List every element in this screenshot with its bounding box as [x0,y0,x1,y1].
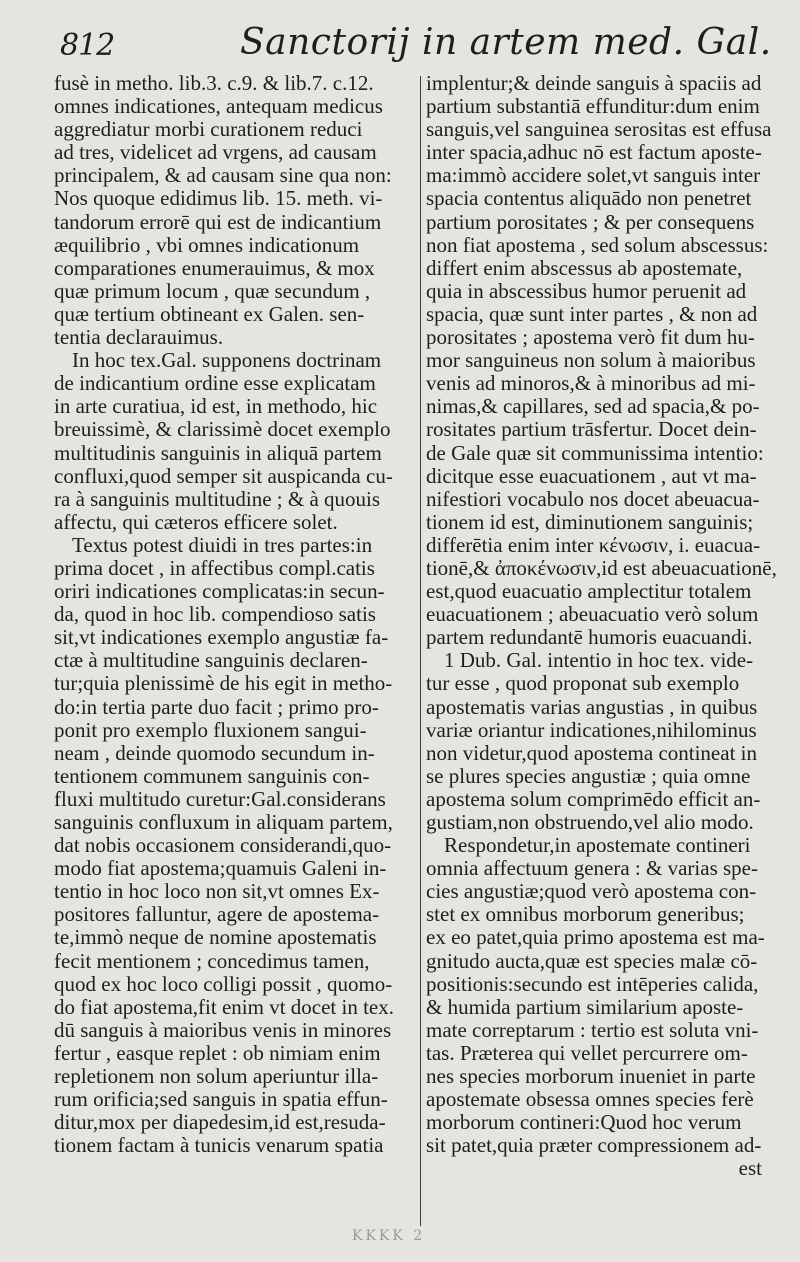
text-line: oriri indicationes complicatas:in secun- [54,579,385,604]
text-line: cies angustiæ;quod verò apostema con- [426,879,757,904]
text-line: morborum contineri:Quod hoc verum [426,1110,742,1135]
text-line: ditur,mox per diapedesim,id est,resuda- [54,1110,386,1135]
text-line: & humida partium similarium aposte- [426,994,744,1019]
text-line: te,immò neque de nomine apostematis [54,925,377,950]
text-line: non fiat apostema , sed solum abscessus: [426,232,769,257]
text-line: Nos quoque edidimus lib. 15. meth. vi- [54,186,383,211]
text-line: nimas,& capillares, sed ad spacia,& po- [426,394,760,419]
text-line: euacuationem ; abeuacuatio verò solum [426,602,759,627]
text-line: stet ex omnibus morborum generibus; [426,902,745,927]
text-line: variæ oriantur indicationes,nihilominus [426,717,757,742]
text-line: est,quod euacuatio amplectitur totalem [426,579,752,604]
text-line: breuissimè, & clarissimè docet exemplo [54,417,391,442]
text-line: est [738,1156,762,1181]
text-line: apostemate obsessa omnes species ferè [426,1087,754,1112]
text-line: in arte curatiua, id est, in methodo, hic [54,394,378,419]
text-line: tentionem communem sanguinis con- [54,763,370,788]
text-line: apostema solum comprimēdo efficit an- [426,786,761,811]
text-line: do fiat apostema,fit enim vt docet in tex. [54,994,394,1019]
text-line: tentia declarauimus. [54,325,224,350]
column-divider [420,76,421,1226]
text-line: do:in tertia parte duo facit ; primo pro- [54,694,379,719]
text-line: neam , deinde quomodo secundum in- [54,740,375,765]
text-line: apostematis varias angustias , in quibus [426,694,758,719]
text-line: tionem id est, diminutionem sanguinis; [426,509,754,534]
text-line: venis ad minoros,& à minoribus ad mi- [426,371,756,396]
text-line: tentio in hoc loco non sit,vt omnes Ex- [54,879,380,904]
text-line: non videtur,quod apostema contineat in [426,740,757,765]
text-line: modo fiat apostema;quamuis Galeni in- [54,856,387,881]
text-line: multitudinis sanguinis in aliquā partem [54,440,382,465]
text-line: ra à sanguinis multitudine ; & à quouis [54,486,381,511]
left-column-text [54,72,416,1157]
text-line: quod ex hoc loco colligi possit , quomo- [54,971,393,996]
text-line: gustiam,non obstruendo,vel alio modo. [426,810,754,834]
text-line: spacia contentus aliquādo non penetret [426,186,752,211]
text-line: prima docet , in affectibus compl.catis [54,555,375,580]
right-column-text [426,71,777,1181]
running-title: Sanctorij in artem med. Gal. [240,22,772,63]
text-line: de indicantium ordine esse explicatam [54,371,376,396]
text-line: In hoc tex.Gal. supponens doctrinam [72,348,382,373]
text-line: rositates partium trāsfertur. Docet dein- [426,417,757,442]
text-line: confluxi,quod semper sit auspicanda cu- [54,463,393,488]
text-line: quia in abscessibus humor peruenit ad [426,278,747,303]
text-line: mate correptarum : tertio est soluta vni- [426,1017,759,1042]
text-line: gnitudo aucta,quæ est species malæ cō- [426,948,758,973]
text-line: da, quod in hoc lib. compendioso satis [54,602,376,627]
text-line: porositates ; apostema verò fit dum hu- [426,325,755,350]
text-line: aggrediatur morbi curationem reduci [54,117,363,142]
text-line: Respondetur,in apostemate contineri [444,833,751,858]
text-line: sit patet,quia præter compressionem ad- [426,1133,762,1158]
text-line: tur esse , quod proponat sub exemplo [426,671,740,696]
text-line: fluxi multitudo curetur:Gal.considerans [54,786,386,811]
text-line: partium substantiā effunditur:dum enim [426,94,760,119]
text-line: dū sanguis à maioribus venis in minores [54,1017,392,1042]
text-line: tas. Præterea qui vellet percurrere om- [426,1040,748,1065]
text-line: sanguinis confluxum in aliquam partem, [54,810,393,834]
text-line: tionem factam à tunicis venarum spatia [54,1133,384,1158]
text-line: sanguis,vel sanguinea serositas est effusa [426,117,772,142]
text-line: nes species morborum inueniet in parte [426,1064,756,1089]
text-line: de Gale quæ sit communissima intentio: [426,440,764,465]
text-line: sit,vt indicationes exemplo angustiæ fa- [54,625,389,650]
text-line: tionē,& ἀποκένωσιν,id est abeuacuationē, [426,555,777,580]
text-line: principalem, & ad causam sine qua non: [54,163,392,188]
text-line: implentur;& deinde sanguis à spaciis ad [426,71,762,95]
text-line: comparationes enumerauimus, & mox [54,255,375,280]
text-line: ex eo patet,quia primo apostema est ma- [426,925,765,950]
text-line: se plures species angustiæ ; quia omne [426,763,751,788]
text-line: inter spacia,adhuc nō est factum aposte- [426,140,762,165]
text-line: affectu, qui cæteros efficere solet. [54,509,338,534]
text-line: partem redundantē humoris euacuandi. [426,625,753,650]
text-line: differētia enim inter κένωσιν, i. euacua- [426,532,761,557]
text-line: fertur , easque replet : ob nimiam enim [54,1040,381,1065]
text-line: tur;quia plenissimè de his egit in metho- [54,671,393,696]
text-line: ctæ à multitudine sanguinis declaren- [54,648,368,673]
text-line: rum orificia;sed sanguis in spatia effun- [54,1087,388,1112]
text-line: Textus potest diuidi in tres partes:in [72,532,373,557]
signature-mark: KKKK 2 [352,1228,426,1244]
text-line: spacia, quæ sunt inter partes , & non ad [426,301,758,326]
text-line: quæ tertium obtineant ex Galen. sen- [54,301,365,326]
text-line: positionis:secundo est intēperies calida, [426,971,759,996]
text-line: ma:immò accidere solet,vt sanguis inter [426,163,761,188]
page-header [0,18,800,68]
text-line: mor sanguineus non solum à maioribus [426,348,756,373]
text-line: dat nobis occasionem considerandi,quo- [54,833,392,858]
text-line: omnes indicationes, antequam medicus [54,94,383,119]
text-line: differt enim abscessus ab apostemate, [426,255,743,280]
text-line: omnia affectuum genera : & varias spe- [426,856,758,881]
text-line: æquilibrio , vbi omnes indicationum [54,232,360,257]
text-line: nifestiori vocabulo nos docet abeuacua- [426,486,760,511]
text-line: partium porositates ; & per consequens [426,209,755,234]
text-line: ad tres, videlicet ad vrgens, ad causam [54,140,377,165]
text-line: fecit mentionem ; concedimus tamen, [54,948,370,973]
text-line: 1 Dub. Gal. intentio in hoc tex. vide- [444,648,754,673]
text-line: quæ primum locum , quæ secundum , [54,278,371,303]
text-line: fusè in metho. lib.3. c.9. & lib.7. c.12. [54,71,374,95]
text-line: dicitque esse euacuationem , aut vt ma- [426,463,757,488]
text-line: repletionem non solum aperiuntur illa- [54,1064,379,1089]
text-line: positores falluntur, agere de apostema- [54,902,380,927]
text-line: tandorum errorē qui est de indicantium [54,209,382,234]
page-number: 812 [60,28,115,63]
text-line: ponit pro exemplo fluxionem sangui- [54,717,367,742]
